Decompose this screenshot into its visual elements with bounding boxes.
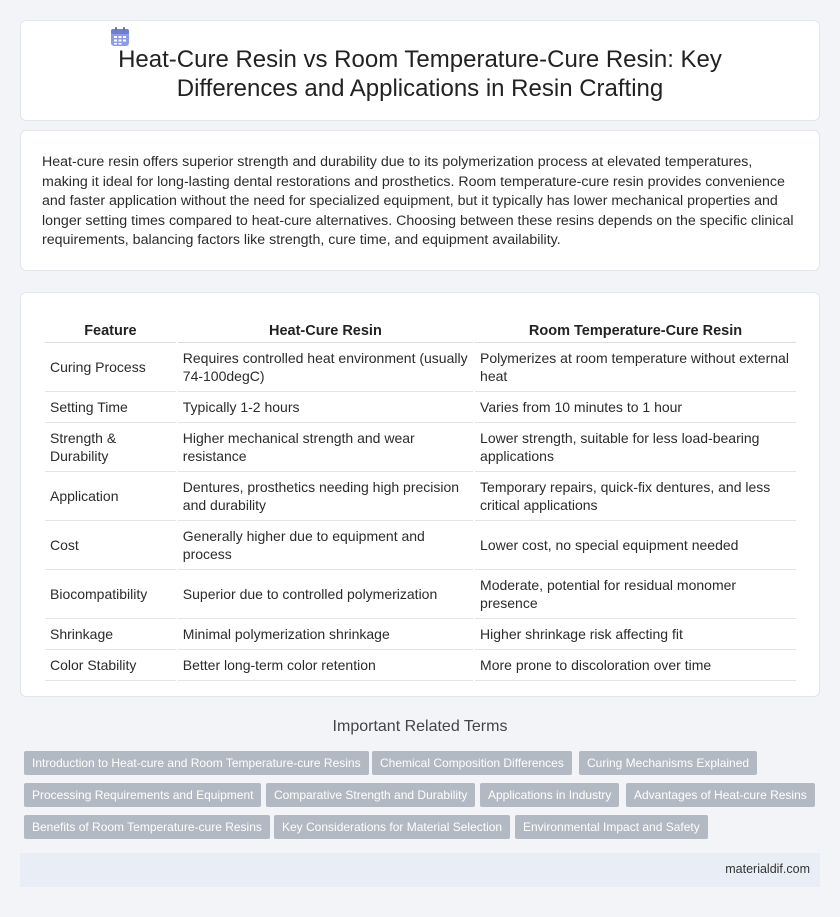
table-row (45, 472, 796, 521)
table-cell-room-temp: Lower strength, suitable for less load-bearing applications (475, 423, 796, 472)
table-row (45, 521, 796, 570)
summary-text: Heat-cure resin offers superior strength and durability due to its polymerization process at elevated temperatures, making it ideal for long-lasting dental restorations and prosthetics. Room temperature-cure resin provides convenience and faster application without the need for specialized equipment, but it typically has lower mechanical properties and longer setting times compared to heat-cure alternatives. Choosing between these resins depends on the specific clinical requirements, balancing factors like strength, cure time, and equipment availability. (42, 154, 794, 248)
related-tag[interactable]: Processing Requirements and Equipment (24, 783, 261, 807)
table-cell-feature: Curing Process (45, 343, 176, 392)
page-title: Heat-Cure Resin vs Room Temperature-Cure Resin: Key Differences and Applications in Resin Crafting (118, 46, 722, 102)
table-row (45, 392, 796, 423)
column-header-feature: Feature (45, 315, 176, 343)
table-cell-room-temp: Polymerizes at room temperature without external heat (475, 343, 796, 392)
title-card (20, 20, 820, 121)
table-cell-heat-cure: Typically 1-2 hours (178, 392, 473, 423)
related-tag[interactable]: Applications in Industry (480, 783, 619, 807)
table-cell-feature: Application (45, 472, 176, 521)
table-row (45, 570, 796, 619)
table-cell-room-temp: Moderate, potential for residual monomer presence (475, 570, 796, 619)
comparison-table-card (20, 292, 820, 697)
table-cell-room-temp: Temporary repairs, quick-fix dentures, and less critical applications (475, 472, 796, 521)
table-row (45, 650, 796, 681)
related-tag[interactable]: Chemical Composition Differences (372, 751, 572, 775)
summary-card (20, 130, 820, 271)
related-tag[interactable]: Advantages of Heat-cure Resins (626, 783, 815, 807)
table-cell-feature: Color Stability (45, 650, 176, 681)
column-header-heat-cure: Heat-Cure Resin (178, 315, 473, 343)
table-row (45, 343, 796, 392)
table-cell-feature: Cost (45, 521, 176, 570)
table-cell-room-temp: Lower cost, no special equipment needed (475, 521, 796, 570)
table-cell-heat-cure: Better long-term color retention (178, 650, 473, 681)
related-tag[interactable]: Comparative Strength and Durability (266, 783, 475, 807)
table-cell-room-temp: Varies from 10 minutes to 1 hour (475, 392, 796, 423)
related-tag[interactable]: Curing Mechanisms Explained (579, 751, 757, 775)
table-cell-heat-cure: Generally higher due to equipment and process (178, 521, 473, 570)
table-cell-heat-cure: Dentures, prosthetics needing high precision and durability (178, 472, 473, 521)
table-cell-heat-cure: Superior due to controlled polymerization (178, 570, 473, 619)
table-cell-heat-cure: Higher mechanical strength and wear resistance (178, 423, 473, 472)
footer (20, 853, 820, 887)
table-header-row (45, 315, 796, 343)
footer-site-link[interactable]: materialdif.com (725, 862, 810, 876)
related-tag[interactable]: Introduction to Heat-cure and Room Temperature-cure Resins (24, 751, 369, 775)
table-cell-heat-cure: Requires controlled heat environment (usually 74-100degC) (178, 343, 473, 392)
related-terms-title: Important Related Terms (332, 718, 508, 735)
column-header-room-temp-cure: Room Temperature-Cure Resin (475, 315, 796, 343)
table-cell-room-temp: More prone to discoloration over time (475, 650, 796, 681)
table-cell-heat-cure: Minimal polymerization shrinkage (178, 619, 473, 650)
table-cell-feature: Shrinkage (45, 619, 176, 650)
table-cell-room-temp: Higher shrinkage risk affecting fit (475, 619, 796, 650)
related-tag[interactable]: Environmental Impact and Safety (515, 815, 708, 839)
table-cell-feature: Biocompatibility (45, 570, 176, 619)
table-cell-feature: Setting Time (45, 392, 176, 423)
table-cell-feature: Strength & Durability (45, 423, 176, 472)
table-row (45, 619, 796, 650)
table-row (45, 423, 796, 472)
related-tag[interactable]: Key Considerations for Material Selection (274, 815, 510, 839)
related-tag[interactable]: Benefits of Room Temperature-cure Resins (24, 815, 270, 839)
comparison-table (43, 315, 798, 681)
